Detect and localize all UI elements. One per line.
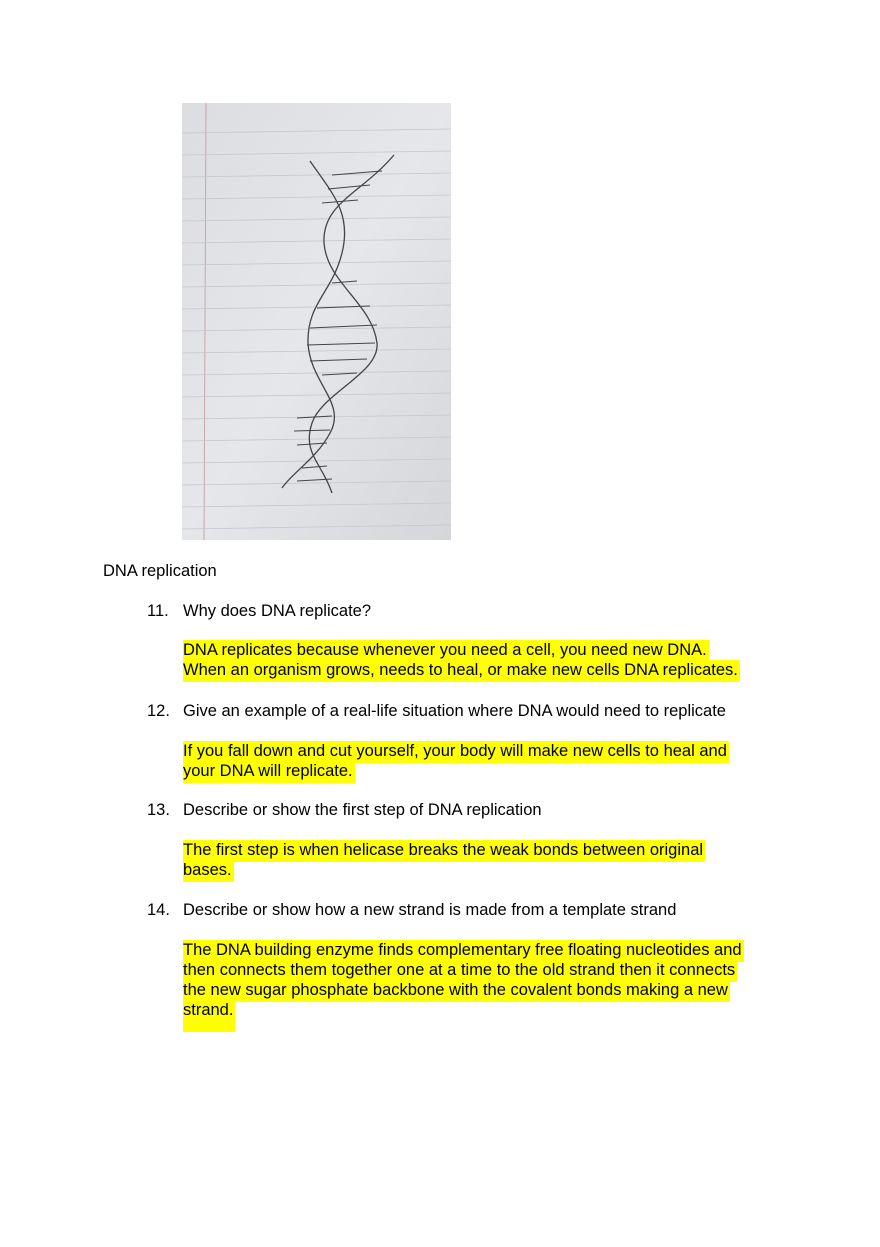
answer-line: When an organism grows, needs to heal, or make new cells DNA replicates.	[183, 660, 740, 682]
question-text: Describe or show how a new strand is made from a template strand	[183, 901, 677, 919]
answer-line: The first step is when helicase breaks the weak bonds between original	[183, 840, 705, 862]
section-title: DNA replication	[103, 562, 217, 580]
dna-helix-drawing-photo	[182, 103, 451, 540]
answer-line: strand.	[183, 1000, 235, 1032]
answer-line: bases.	[183, 860, 234, 882]
answer-line: your DNA will replicate.	[183, 761, 355, 783]
question-number: 14.	[147, 901, 170, 919]
answer-line: The DNA building enzyme finds complementary free floating nucleotides and	[183, 940, 744, 962]
answer-line: then connects them together one at a time to the old strand then it connects	[183, 960, 737, 982]
question-text: Why does DNA replicate?	[183, 602, 372, 620]
question-number: 13.	[147, 801, 170, 819]
question-number: 11.	[147, 602, 169, 620]
answer-line: If you fall down and cut yourself, your body will make new cells to heal and	[183, 741, 729, 763]
question-number: 12.	[147, 702, 170, 720]
question-text: Give an example of a real-life situation where DNA would need to replicate	[183, 702, 726, 720]
answer-line: the new sugar phosphate backbone with the covalent bonds making a new	[183, 980, 730, 1002]
question-text: Describe or show the first step of DNA replication	[183, 801, 542, 819]
answer-line: DNA replicates because whenever you need a cell, you need new DNA.	[183, 640, 709, 662]
